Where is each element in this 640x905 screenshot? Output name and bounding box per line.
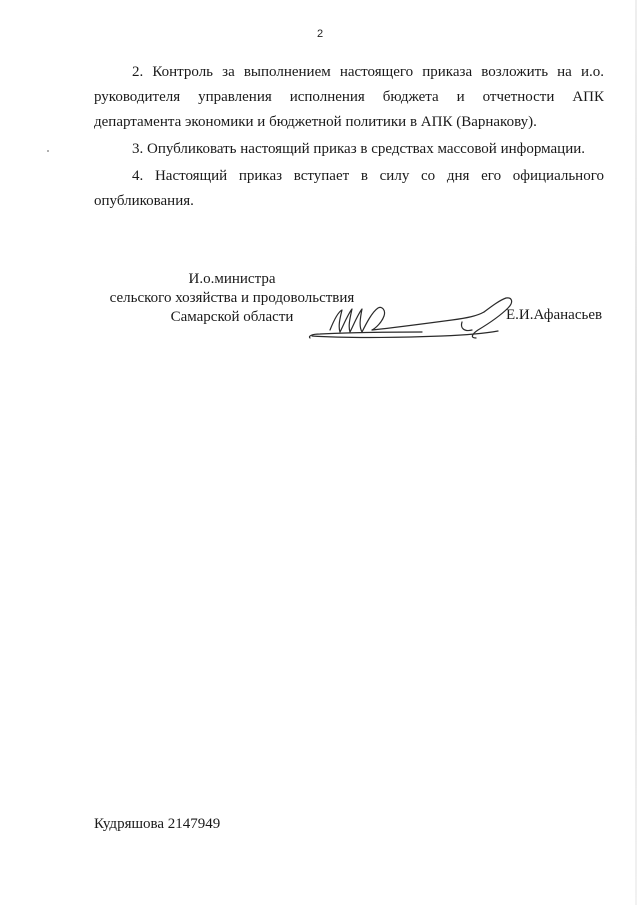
position-title-line-1: И.о.министра <box>188 271 276 287</box>
position-title-line-2: сельского хозяйства и продовольствия <box>109 290 355 306</box>
paragraph-publish: 3. Опубликовать настоящий приказ в средствах массовой информации. <box>132 141 586 157</box>
page-number: 2 <box>316 28 324 40</box>
position-title-line-3: Самарской области <box>170 309 294 325</box>
scan-edge-shadow <box>635 0 637 905</box>
scan-speck <box>47 150 49 152</box>
paragraph-effective: 4. Настоящий приказ вступает в силу со дня его официального опубликования. <box>94 168 604 209</box>
signer-name: Е.И.Афанасьев <box>506 307 603 323</box>
paragraph-control: 2. Контроль за выполнением настоящего приказа возложить на и.о. руководителя управления исполнения бюджета и отчетности АПК департамента экономики и бюджетной политики в АПК (Варнакову). <box>94 64 604 130</box>
executor-contact: Кудряшова 2147949 <box>94 816 221 832</box>
order-body <box>94 60 604 214</box>
handwritten-signature <box>302 292 522 348</box>
